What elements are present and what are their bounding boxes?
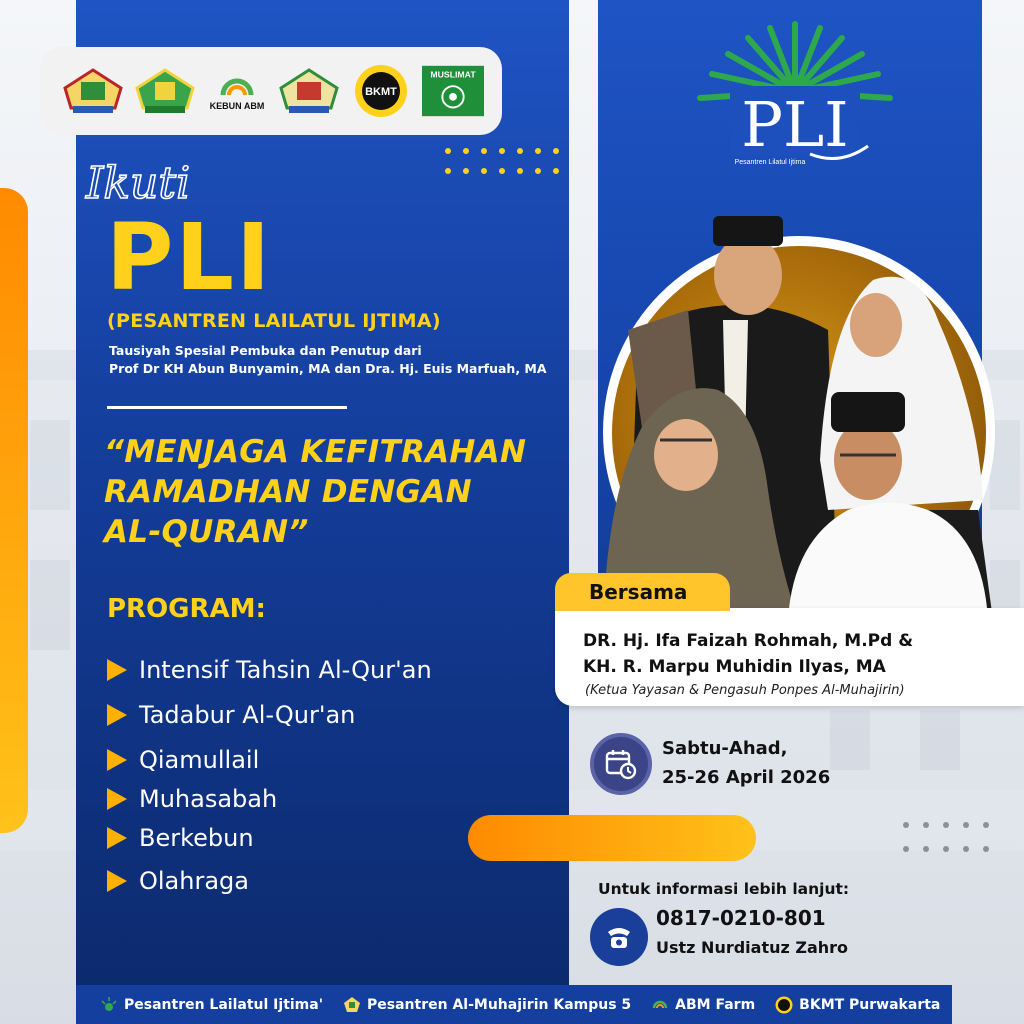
purwakarta-emblem-1 [62, 62, 124, 120]
bkmt-logo [350, 62, 412, 120]
sunburst-icon [100, 996, 118, 1014]
emblem-icon [343, 996, 361, 1014]
tausiyah-text [109, 342, 547, 378]
program-item-label: Muhasabah [139, 785, 278, 813]
pli-logo [690, 14, 900, 174]
svg-text:KEBUN ABM: KEBUN ABM [209, 101, 265, 111]
contact-label: Untuk informasi lebih lanjut: [598, 880, 850, 898]
triangle-bullet-icon [107, 704, 127, 726]
purwakarta-emblem-2 [134, 62, 196, 120]
footer-item [343, 996, 631, 1014]
speaker-names [583, 628, 913, 680]
theme-line: RAMADHAN DENGAN [104, 474, 472, 510]
speakers-photo [598, 210, 998, 620]
theme-quote [104, 432, 526, 552]
orange-side-bar [0, 188, 28, 833]
event-date-line: Sabtu-Ahad, [662, 738, 788, 759]
speaker-name-line: KH. R. Marpu Muhidin Ilyas, MA [583, 657, 886, 677]
svg-text:Ikuti: Ikuti [86, 158, 191, 209]
muslimat-nu-logo [422, 62, 484, 120]
footer-item-label: Pesantren Al-Muhajirin Kampus 5 [367, 996, 632, 1013]
program-item-label: Qiamullail [139, 746, 260, 774]
triangle-bullet-icon [107, 749, 127, 771]
footer-item [775, 996, 940, 1014]
calendar-icon [590, 733, 652, 795]
bersama-tab: Bersama [555, 573, 730, 611]
program-item-label: Olahraga [139, 867, 249, 895]
purwakarta-emblem-3 [278, 62, 340, 120]
theme-line: AL-QURAN” [104, 514, 309, 550]
svg-text:MUSLIMAT: MUSLIMAT [430, 69, 476, 80]
yellow-dot-pattern [445, 148, 559, 174]
svg-text:PLI: PLI [741, 88, 849, 161]
program-item-label: Intensif Tahsin Al-Qur'an [139, 656, 432, 684]
contact-phone: 0817-0210-801 [656, 906, 826, 930]
program-item-label: Tadabur Al-Qur'an [139, 701, 356, 729]
speaker-name-line: DR. Hj. Ifa Faizah Rohmah, M.Pd & [583, 631, 914, 651]
grey-dot-pattern [903, 822, 989, 852]
footer-bar [76, 985, 952, 1024]
triangle-bullet-icon [107, 870, 127, 892]
farm-icon [651, 996, 669, 1014]
bkmt-icon [775, 996, 793, 1014]
phone-icon [590, 908, 648, 966]
partner-logo-strip [40, 47, 502, 135]
tausiyah-line: Prof Dr KH Abun Bunyamin, MA dan Dra. Hj. Euis Marfuah, MA [109, 361, 547, 376]
theme-line: “MENJAGA KEFITRAHAN [104, 434, 527, 470]
footer-item-label: BKMT Purwakarta [799, 996, 941, 1013]
tausiyah-line: Tausiyah Spesial Pembuka dan Penutup dari [109, 343, 422, 358]
triangle-bullet-icon [107, 827, 127, 849]
event-date [662, 734, 830, 792]
footer-item-label: ABM Farm [675, 996, 756, 1013]
program-title: PROGRAM: [107, 594, 266, 624]
contact-name: Ustz Nurdiatuz Zahro [656, 938, 849, 957]
orange-accent-pill [468, 815, 756, 861]
footer-item [651, 996, 755, 1014]
triangle-bullet-icon [107, 659, 127, 681]
svg-text:BKMT: BKMT [365, 86, 397, 98]
triangle-bullet-icon [107, 788, 127, 810]
footer-item [100, 996, 323, 1014]
pli-subtitle: (PESANTREN LAILATUL IJTIMA) [107, 310, 441, 332]
speaker-role: (Ketua Yayasan & Pengasuh Ponpes Al-Muhajirin) [585, 683, 905, 698]
pli-title: PLI [106, 204, 273, 311]
kebun-abm-logo [206, 62, 268, 120]
divider-line [107, 406, 347, 409]
footer-item-label: Pesantren Lailatul Ijtima' [124, 996, 324, 1013]
svg-text:Pesantren Lilatul Ijtima: Pesantren Lilatul Ijtima [734, 159, 806, 166]
event-date-line: 25-26 April 2026 [662, 767, 831, 788]
program-item-label: Berkebun [139, 824, 254, 852]
